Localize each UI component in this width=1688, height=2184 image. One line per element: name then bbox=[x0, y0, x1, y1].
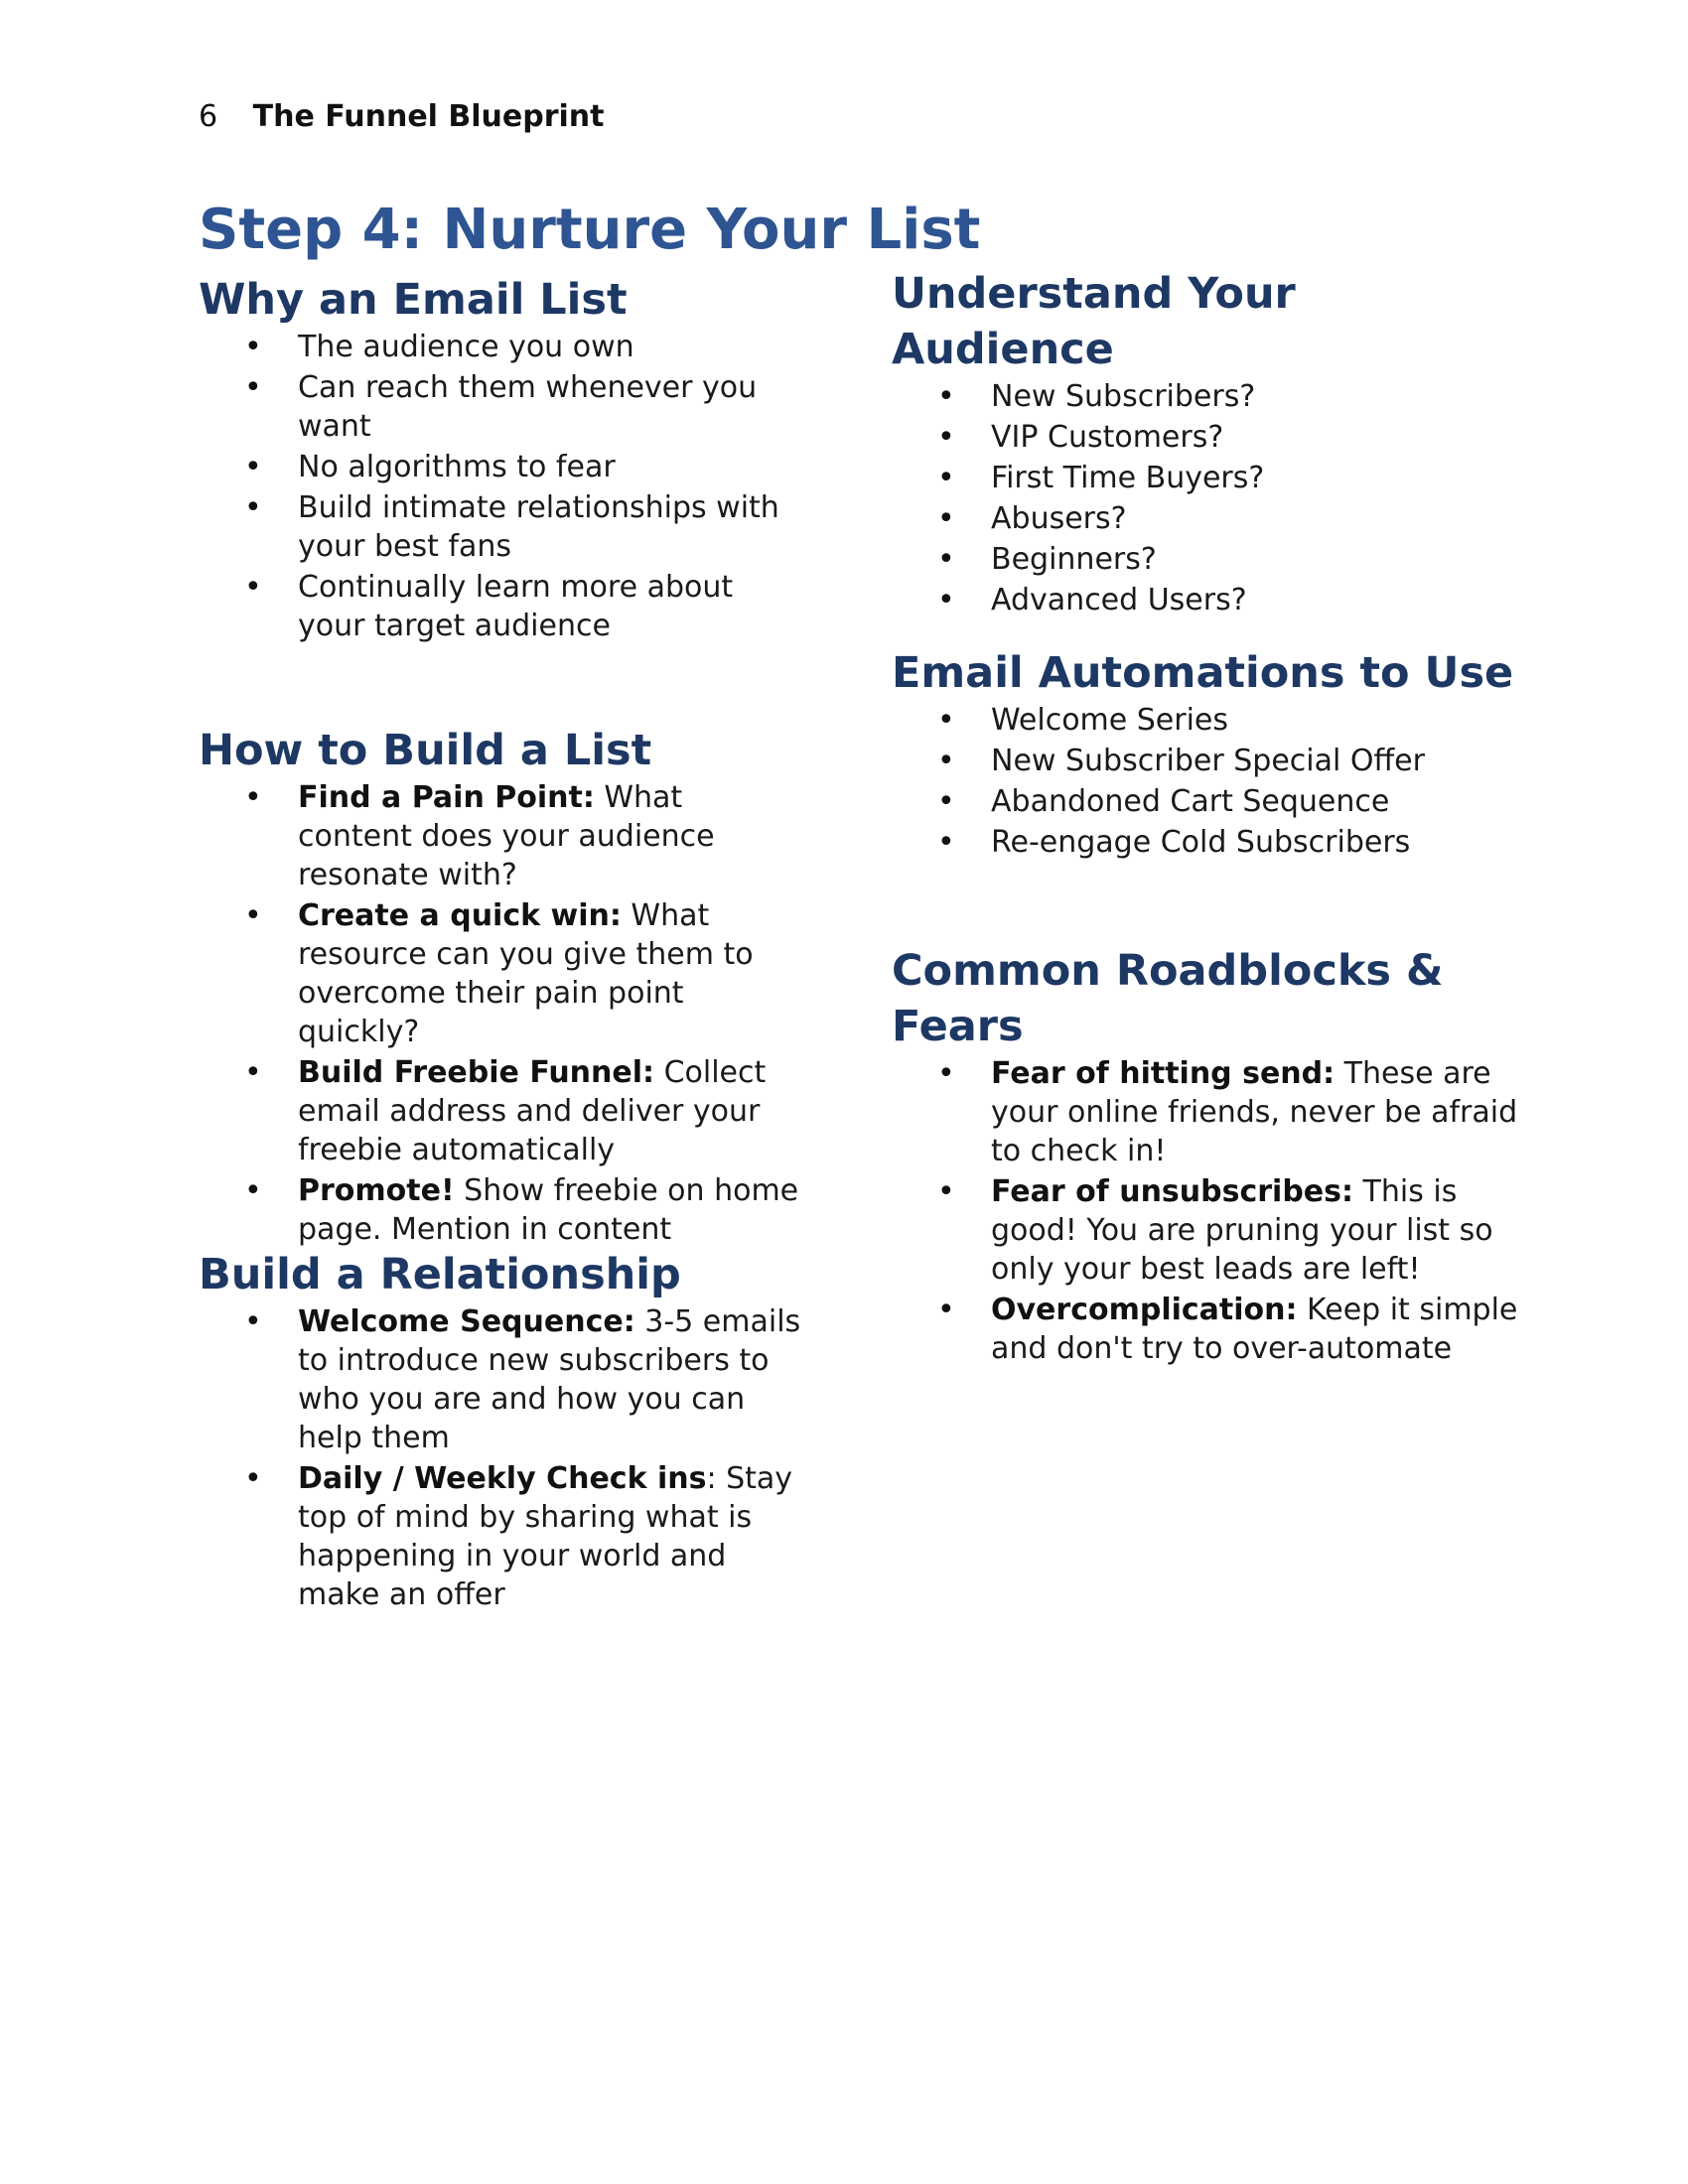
section-heading: Common Roadblocks & Fears bbox=[892, 946, 1444, 1051]
list-item bbox=[892, 823, 1527, 862]
item-lead: Find a Pain Point: bbox=[298, 780, 595, 815]
bullet-icon: • bbox=[937, 1056, 955, 1091]
item-text: Collect email address and deliver your freebie automatically bbox=[298, 1055, 767, 1167]
list-item bbox=[892, 499, 1527, 538]
bullet-icon: • bbox=[244, 450, 262, 484]
list-item bbox=[892, 1172, 1527, 1289]
list-item bbox=[199, 896, 804, 1051]
bullet-icon: • bbox=[244, 370, 262, 405]
section-why-email-list bbox=[199, 272, 804, 647]
bullet-icon: • bbox=[244, 1173, 262, 1208]
list-item bbox=[199, 568, 804, 645]
list-item bbox=[199, 1171, 804, 1249]
section-heading: Email Automations to Use bbox=[892, 648, 1514, 698]
section-heading: How to Build a List bbox=[199, 726, 652, 775]
list-item bbox=[892, 418, 1527, 457]
item-text: Show freebie on home page. Mention in content bbox=[298, 1173, 799, 1247]
item-text: The audience you own bbox=[298, 330, 634, 364]
item-text: 3-5 emails to introduce new subscribers to who you are and how you can help them bbox=[298, 1304, 801, 1455]
bullet-icon: • bbox=[937, 461, 955, 495]
bullet-icon: • bbox=[244, 1461, 262, 1496]
bullet-icon: • bbox=[937, 784, 955, 819]
item-text: : Stay top of mind by sharing what is happening in your world and make an offer bbox=[298, 1461, 793, 1612]
bullet-icon: • bbox=[244, 780, 262, 815]
item-text: First Time Buyers? bbox=[991, 461, 1265, 495]
item-text: Re-engage Cold Subscribers bbox=[991, 825, 1411, 860]
bullet-list bbox=[892, 701, 1527, 862]
list-item bbox=[892, 581, 1527, 619]
bullet-icon: • bbox=[937, 420, 955, 455]
bullet-icon: • bbox=[244, 1304, 262, 1339]
section-roadblocks-fears bbox=[892, 943, 1518, 1370]
section-build-relationship bbox=[199, 1247, 804, 1616]
bullet-icon: • bbox=[937, 1174, 955, 1209]
bullet-icon: • bbox=[244, 1055, 262, 1090]
list-item bbox=[892, 1054, 1527, 1170]
section-heading: Why an Email List bbox=[199, 275, 628, 325]
bullet-list bbox=[199, 778, 804, 1249]
list-item bbox=[199, 778, 804, 894]
item-text: Can reach them whenever you want bbox=[298, 370, 758, 444]
list-item bbox=[199, 1302, 804, 1457]
item-text: What content does your audience resonate with? bbox=[298, 780, 715, 892]
item-text: What resource can you give them to overcome their pain point quickly? bbox=[298, 898, 754, 1049]
list-item bbox=[199, 448, 804, 486]
bullet-icon: • bbox=[937, 703, 955, 738]
item-text: These are your online friends, never be afraid to check in! bbox=[991, 1056, 1518, 1168]
list-item bbox=[892, 377, 1527, 416]
list-item bbox=[199, 328, 804, 366]
item-text: Keep it simple and don't try to over-automate bbox=[991, 1293, 1518, 1366]
section-understand-audience bbox=[892, 266, 1527, 621]
item-lead: Welcome Sequence: bbox=[298, 1304, 635, 1339]
list-item bbox=[199, 368, 804, 446]
bullet-icon: • bbox=[937, 583, 955, 617]
document-title: The Funnel Blueprint bbox=[252, 99, 605, 134]
list-item bbox=[892, 701, 1527, 740]
item-lead: Fear of hitting send: bbox=[991, 1056, 1336, 1091]
bullet-list bbox=[199, 328, 804, 645]
item-lead: Overcomplication: bbox=[991, 1293, 1298, 1327]
item-text: Advanced Users? bbox=[991, 583, 1247, 617]
item-text: Continually learn more about your target audience bbox=[298, 570, 734, 643]
bullet-list bbox=[892, 1054, 1527, 1368]
bullet-icon: • bbox=[937, 825, 955, 860]
bullet-list bbox=[199, 1302, 804, 1614]
list-item bbox=[199, 1459, 804, 1614]
item-text: New Subscriber Special Offer bbox=[991, 744, 1425, 778]
bullet-icon: • bbox=[937, 542, 955, 577]
list-item bbox=[892, 742, 1527, 780]
item-text: New Subscribers? bbox=[991, 379, 1256, 414]
item-lead: Build Freebie Funnel: bbox=[298, 1055, 655, 1090]
item-text: Abusers? bbox=[991, 501, 1127, 536]
list-item bbox=[199, 488, 804, 566]
item-lead: Daily / Weekly Check ins bbox=[298, 1461, 707, 1496]
item-text: Beginners? bbox=[991, 542, 1157, 577]
item-lead: Fear of unsubscribes: bbox=[991, 1174, 1354, 1209]
list-item bbox=[199, 1053, 804, 1169]
page-number: 6 bbox=[199, 99, 218, 134]
bullet-icon: • bbox=[244, 490, 262, 525]
list-item bbox=[892, 1291, 1527, 1368]
section-heading: Understand Your Audience bbox=[892, 269, 1296, 374]
list-item bbox=[892, 782, 1527, 821]
item-text: No algorithms to fear bbox=[298, 450, 616, 484]
list-item bbox=[892, 459, 1527, 497]
bullet-icon: • bbox=[937, 501, 955, 536]
item-lead: Promote! bbox=[298, 1173, 455, 1208]
bullet-icon: • bbox=[937, 379, 955, 414]
section-heading: Build a Relationship bbox=[199, 1250, 681, 1299]
bullet-list bbox=[892, 377, 1527, 619]
item-text: Abandoned Cart Sequence bbox=[991, 784, 1390, 819]
bullet-icon: • bbox=[937, 744, 955, 778]
page-title: Step 4: Nurture Your List bbox=[199, 198, 981, 262]
section-email-automations bbox=[892, 645, 1527, 864]
bullet-icon: • bbox=[244, 570, 262, 605]
item-lead: Create a quick win: bbox=[298, 898, 622, 933]
item-text: This is good! You are pruning your list so only your best leads are left! bbox=[991, 1174, 1493, 1287]
item-text: Welcome Series bbox=[991, 703, 1229, 738]
running-header bbox=[199, 95, 605, 139]
item-text: VIP Customers? bbox=[991, 420, 1224, 455]
section-how-to-build-list bbox=[199, 723, 804, 1251]
item-text: Build intimate relationships with your best fans bbox=[298, 490, 779, 564]
bullet-icon: • bbox=[244, 330, 262, 364]
list-item bbox=[892, 540, 1527, 579]
bullet-icon: • bbox=[244, 898, 262, 933]
bullet-icon: • bbox=[937, 1293, 955, 1327]
